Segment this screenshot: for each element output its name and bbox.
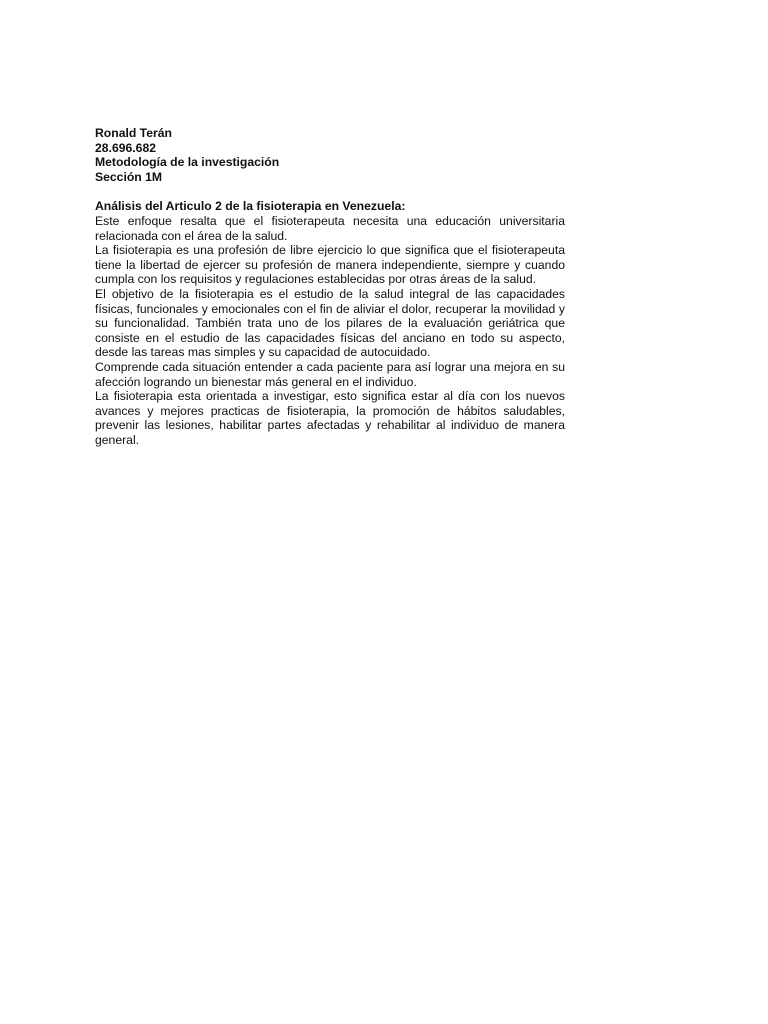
document-page (95, 126, 565, 447)
author-id-number: 28.696.682 (95, 140, 156, 155)
course-section: Sección 1M (95, 169, 163, 184)
header-spacer (95, 184, 565, 199)
course-name: Metodología de la investigación (95, 155, 280, 170)
paragraph-education: Este enfoque resalta que el fisioterapeuta necesita una educación universitaria relacionada con el área de la salud. (95, 213, 565, 243)
paragraph-research: La fisioterapia esta orientada a investigar, esto significa estar al día con los nuevos avances y mejores practicas de fisioterapia, la promoción de hábitos saludables, prevenir las lesiones, habilitar partes afectadas y rehabilitar al individuo de manera general. (95, 389, 565, 447)
document-header (95, 126, 565, 184)
article-title: Análisis del Articulo 2 de la fisioterapia en Venezuela: (95, 199, 406, 214)
article-body (95, 199, 565, 447)
paragraph-free-practice: La fisioterapia es una profesión de libre ejercicio lo que significa que el fisioterapeuta tiene la libertad de ejercer su profesión de manera independiente, siempre y cuando cumpla con los requisitos y regulaciones establecidas por otras áreas de la salud. (95, 243, 565, 287)
paragraph-objective: El objetivo de la fisioterapia es el estudio de la salud integral de las capacidades físicas, funcionales y emocionales con el fin de aliviar el dolor, recuperar la movilidad y su funcionalidad. También trata uno de los pilares de la evaluación geriátrica que consiste en el estudio de las capacidades físicas del anciano en todo su aspecto, desde las tareas mas simples y su capacidad de autocuidado. (95, 286, 565, 360)
paragraph-patient: Comprende cada situación entender a cada paciente para así lograr una mejora en su afección logrando un bienestar más general en el individuo. (95, 359, 565, 389)
author-name: Ronald Terán (95, 126, 172, 140)
